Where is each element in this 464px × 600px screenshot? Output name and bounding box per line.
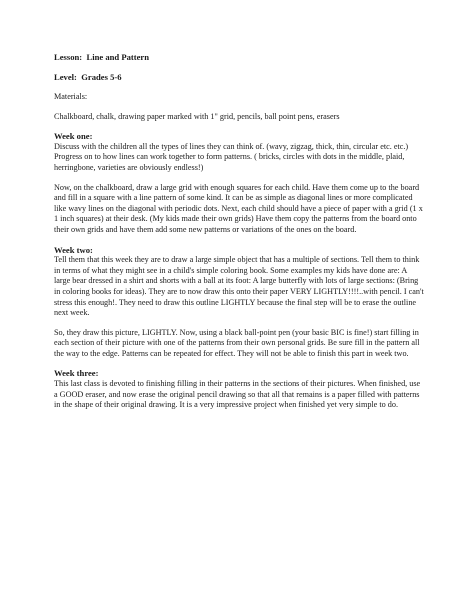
materials-text: Chalkboard, chalk, drawing paper marked with 1" grid, pencils, ball point pens, erasers (54, 111, 340, 121)
lesson-label: Lesson: (54, 52, 83, 62)
week-one-paragraph-1: Discuss with the children all the types of lines they can think of. (wavy, zigzag, thick, thin, circular etc. etc.) Progress on to how lines can work together to form patterns. ( bricks, circles with dots in the middle, plaid, herringbone, varieties are obviously endless!) (54, 141, 409, 172)
week-one-paragraph-2: Now, on the chalkboard, draw a large grid with enough squares for each child. Have them come up to the board and fill in a square with a line pattern of some kind. It can be as simple as diagonal lines or more complicated like wavy lines on the diagonal with periodic dots. Next, each child should have a piece of paper with a grid (1 x 1 inch squares) at their desk. (My kids made their own grids) Have them copy the patterns from the board onto their own grids and have them add some new patterns or variations of the ones on the board. (54, 182, 423, 234)
lesson-title: Line and Pattern (86, 52, 150, 62)
week-three-paragraph-1: This last class is devoted to finishing filling in their patterns in the sections of their pictures. When finished, use a GOOD eraser, and now erase the original pencil drawing so that all that remains is a paper filled with patterns in the shape of their original drawing. It is a very impressive project when finished yet very simple to do. (54, 379, 421, 410)
level-value: Grades 5-6 (81, 72, 122, 82)
lesson-line (54, 52, 424, 63)
level-line (54, 72, 424, 83)
week-three-title: Week three: (54, 368, 99, 379)
materials-heading: Materials: (54, 92, 88, 101)
week-one-title: Week one: (54, 131, 93, 142)
level-label: Level: (54, 72, 77, 82)
week-two-title: Week two: (54, 244, 93, 255)
week-two-paragraph-1: Tell them that this week they are to draw a large simple object that has a multiple of sections. Tell them to think in terms of what they might see in a child's simple coloring book. Some examples my kids have done are: A large bear dressed in a shirt and shorts with a ball at its foot: A large butterfly with lots of large sections: (Bring in coloring books for ideas). They are to now draw this onto their paper VERY LIGHTLY!!!!..with pencil. I can't stress this enough!. They need to draw this outline LIGHTLY because the final step will be to erase the outline next week. (54, 255, 424, 318)
week-two-paragraph-2: So, they draw this picture, LIGHTLY. Now, using a black ball-point pen (your basic BIC is fine!) start filling in each section of their picture with one of the patterns from their own personal grids. Be sure fill in the pattern all the way to the edge. Patterns can be repeated for effect. They will not be able to finish this part in week two. (54, 327, 420, 358)
